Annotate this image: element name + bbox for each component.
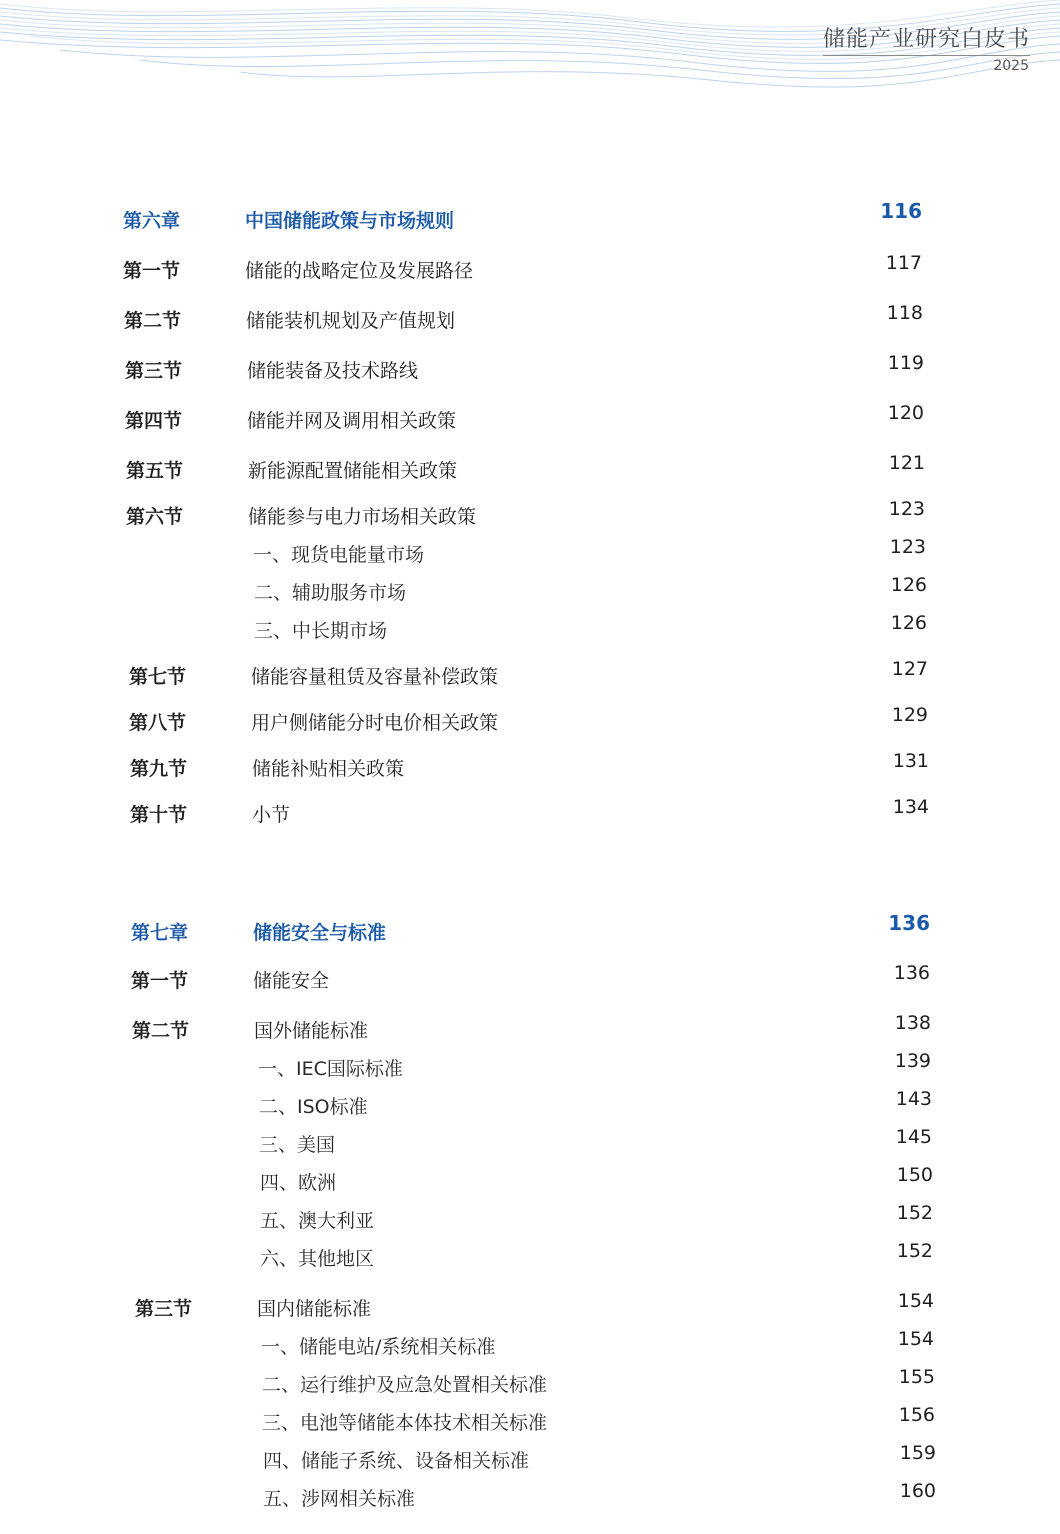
- chapter-label: 第七章: [131, 922, 189, 944]
- section-title: 新能源配置储能相关政策: [248, 460, 458, 482]
- page-number: 120: [887, 402, 924, 424]
- subsection-title: 三、中长期市场: [254, 620, 388, 642]
- page-number: 134: [892, 796, 929, 818]
- section-label: 第三节: [125, 360, 183, 382]
- page-number: 152: [896, 1240, 933, 1262]
- page-number: 150: [896, 1164, 933, 1186]
- document-title: 储能产业研究白皮书: [823, 22, 1030, 56]
- page-number: 156: [898, 1404, 935, 1426]
- section-label: 第九节: [130, 758, 188, 780]
- subsection-title: 一、储能电站/系统相关标准: [261, 1336, 496, 1358]
- section-row: [0, 704, 1060, 742]
- chapter-row: [0, 199, 1060, 240]
- page-number: 129: [891, 704, 928, 726]
- section-label: 第八节: [129, 712, 187, 734]
- page-number: 119: [887, 352, 924, 374]
- subsection-row: [0, 1240, 1060, 1278]
- subsection-row: [0, 1126, 1060, 1164]
- section-title: 储能装机规划及产值规划: [246, 310, 456, 332]
- section-label: 第二节: [132, 1020, 190, 1042]
- section-label: 第一节: [131, 970, 189, 992]
- section-label: 第十节: [130, 804, 188, 826]
- section-title: 储能的战略定位及发展路径: [245, 260, 474, 282]
- section-row: [0, 352, 1060, 390]
- page-number: 118: [886, 302, 923, 324]
- subsection-title: 五、涉网相关标准: [263, 1488, 416, 1510]
- subsection-title: 二、运行维护及应急处置相关标准: [262, 1374, 548, 1396]
- subsection-row: [0, 1050, 1060, 1088]
- subsection-title: 一、IEC国际标准: [258, 1058, 403, 1080]
- subsection-row: [0, 1088, 1060, 1126]
- page-number: 160: [899, 1480, 936, 1502]
- subsection-row: [0, 1328, 1060, 1366]
- subsection-row: [0, 612, 1060, 650]
- section-row: [0, 962, 1060, 1000]
- page-number: 154: [897, 1328, 934, 1350]
- subsection-title: 六、其他地区: [260, 1248, 375, 1270]
- page-number: 136: [888, 911, 930, 935]
- subsection-row: [0, 1202, 1060, 1240]
- page-number: 131: [892, 750, 929, 772]
- chapter-title: 中国储能政策与市场规则: [245, 210, 455, 232]
- subsection-title: 二、辅助服务市场: [254, 582, 407, 604]
- section-title: 储能容量租赁及容量补偿政策: [251, 666, 499, 688]
- page-number: 138: [894, 1012, 931, 1034]
- page-number: 143: [895, 1088, 932, 1110]
- section-row: [0, 452, 1060, 490]
- section-row: [0, 302, 1060, 340]
- page-number: 123: [889, 536, 926, 558]
- page-number: 116: [880, 199, 922, 223]
- document-year: 2025: [993, 58, 1029, 74]
- page-number: 121: [888, 452, 925, 474]
- section-row: [0, 658, 1060, 696]
- section-label: 第七节: [129, 666, 187, 688]
- chapter-title: 储能安全与标准: [253, 922, 387, 944]
- section-title: 储能并网及调用相关政策: [247, 410, 457, 432]
- section-title: 小节: [252, 804, 291, 826]
- subsection-title: 五、澳大利亚: [260, 1210, 375, 1232]
- page-number: 136: [893, 962, 930, 984]
- subsection-row: [0, 536, 1060, 574]
- section-label: 第四节: [125, 410, 183, 432]
- section-title: 用户侧储能分时电价相关政策: [251, 712, 499, 734]
- section-label: 第二节: [124, 310, 182, 332]
- chapter-row: [0, 911, 1060, 952]
- page-number: 159: [899, 1442, 936, 1464]
- section-title: 国内储能标准: [257, 1298, 372, 1320]
- page-number: 139: [894, 1050, 931, 1072]
- section-title: 国外储能标准: [254, 1020, 369, 1042]
- page-number: 154: [897, 1290, 934, 1312]
- page-number: 123: [888, 498, 925, 520]
- page-number: 145: [895, 1126, 932, 1148]
- subsection-title: 三、电池等储能本体技术相关标准: [262, 1412, 548, 1434]
- section-row: [0, 1012, 1060, 1050]
- section-title: 储能装备及技术路线: [247, 360, 419, 382]
- section-row: [0, 796, 1060, 834]
- section-row: [0, 1290, 1060, 1328]
- page-number: 126: [890, 612, 927, 634]
- section-label: 第三节: [135, 1298, 193, 1320]
- subsection-row: [0, 1480, 1060, 1518]
- subsection-title: 一、现货电能量市场: [253, 544, 425, 566]
- section-title: 储能补贴相关政策: [252, 758, 405, 780]
- section-label: 第五节: [126, 460, 184, 482]
- section-row: [0, 402, 1060, 440]
- page-number: 155: [898, 1366, 935, 1388]
- section-row: [0, 498, 1060, 536]
- page-number: 127: [891, 658, 928, 680]
- subsection-title: 二、ISO标准: [259, 1096, 368, 1118]
- subsection-row: [0, 1404, 1060, 1442]
- chapter-label: 第六章: [123, 210, 181, 232]
- subsection-row: [0, 1442, 1060, 1480]
- subsection-row: [0, 1366, 1060, 1404]
- subsection-title: 四、欧洲: [260, 1172, 337, 1194]
- section-row: [0, 750, 1060, 788]
- page-number: 152: [896, 1202, 933, 1224]
- section-title: 储能参与电力市场相关政策: [248, 506, 477, 528]
- page-number: 126: [890, 574, 927, 596]
- section-label: 第六节: [126, 506, 184, 528]
- subsection-row: [0, 574, 1060, 612]
- section-title: 储能安全: [253, 970, 330, 992]
- section-row: [0, 252, 1060, 290]
- subsection-title: 四、储能子系统、设备相关标准: [263, 1450, 530, 1472]
- subsection-title: 三、美国: [259, 1134, 336, 1156]
- subsection-row: [0, 1164, 1060, 1202]
- page-number: 117: [885, 252, 922, 274]
- section-label: 第一节: [123, 260, 181, 282]
